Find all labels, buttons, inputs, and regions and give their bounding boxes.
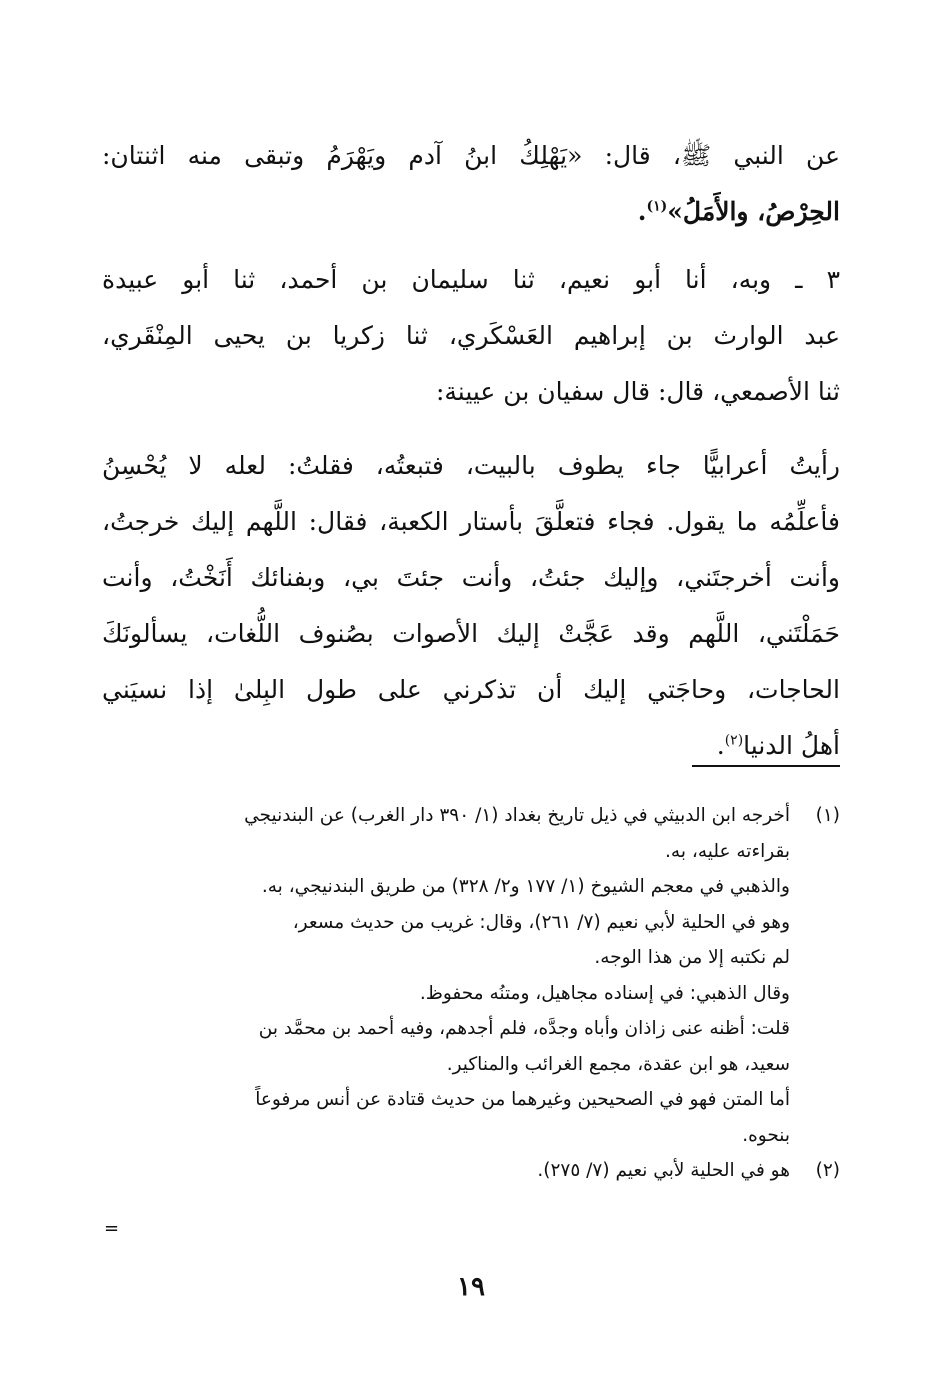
paragraph-isnad [102,252,840,420]
footnote-ref-2[interactable]: (٢) [724,732,744,749]
footnote-continuation-mark: = [104,1218,120,1239]
footnote-2-line-1: هو في الحلية لأبي نعيم (٧/ ٢٧٥). [537,1160,790,1181]
page-number: ١٩ [457,1272,485,1302]
isnad-line-2: عبد الوارث بن إبراهيم العَسْكَري، ثنا زكريا بن يحيى المِنْقَري، [102,321,840,350]
footnotes-block [102,798,840,1189]
paragraph-story [102,438,840,774]
hadith-line-1: عن النبي ﷺ، قال: «يَهْلِكُ ابنُ آدم ويَهْرَمُ وتبقى منه اثنتان: [102,141,840,170]
footnote-1-line-6: وقال الذهبي: في إسناده مجاهيل، ومتنُه محفوظ. [419,982,790,1004]
footnote-1-line-7: قلت: أظنه عنى زاذان وأباه وجدَّه، فلم أجدهم، وفيه أحمد بن محمَّد بن [258,1018,790,1039]
story-line-1: رأيتُ أعرابيًّا جاء يطوف بالبيت، فتبعتُه، فقلتُ: لعله لا يُحْسِنُ [102,451,840,480]
footnote-separator [692,765,840,767]
footnote-1-line-8: سعيد، هو ابن عقدة، مجمع الغرائب والمناكير. [446,1053,790,1075]
hadith-line-2-end: . [637,197,647,226]
story-line-5: الحاجات، وحاجَتي إليك أن تذكرني على طول البِلىٰ إذا نسيَني [102,675,840,704]
story-line-6-end: . [716,731,725,760]
footnote-1-line-2: بقراءته عليه، به. [665,840,790,862]
footnote-ref-1[interactable]: (١) [646,198,668,215]
footnote-1-line-1: أخرجه ابن الدبيثي في ذيل تاريخ بغداد (١/ ٣٩٠ دار الغرب) عن البندنيجي [244,805,790,826]
footnote-1-number: (١) [815,805,840,826]
footnote-2-number: (٢) [815,1160,840,1181]
footnote-1-line-4: وهو في الحلية لأبي نعيم (٧/ ٢٦١)، وقال: غريب من حديث مسعر، [292,911,790,933]
hadith-line-2: الحِرْصُ، والأَمَلُ» [667,197,840,226]
story-line-3: وأنت أخرجتَني، وإليك جئتُ، وأنت جئتَ بي، وبفنائك أَنَخْتُ، وأنت [102,563,840,592]
isnad-line-1: ٣ ـ وبه، أنا أبو نعيم، ثنا سليمان بن أحمد، ثنا أبو عبيدة [102,265,840,294]
footnote-1-line-9: أما المتن فهو في الصحيحين وغيرهما من حديث قتادة عن أنس مرفوعاً [255,1089,790,1110]
isnad-line-3: ثنا الأصمعي، قال: قال سفيان بن عيينة: [435,377,840,406]
footnote-1-line-3: والذهبي في معجم الشيوخ (١/ ١٧٧ و٢/ ٣٢٨) من طريق البندنيجي، به. [261,876,790,897]
footnote-1-line-5: لم نكتبه إلا من هذا الوجه. [594,947,790,968]
story-line-4: حَمَلْتَني، اللَّهم وقد عَجَّتْ إليك الأصوات بصُنوف اللُّغات، يسألونَكَ [102,619,840,648]
main-text-block [102,128,840,774]
story-line-6: أهلُ الدنيا [743,731,840,760]
story-line-2: فأعلِّمُه ما يقول. فجاء فتعلَّقَ بأستار الكعبة، فقال: اللَّهم إليك خرجتُ، [102,507,840,536]
footnote-1-line-10: بنحوه. [742,1124,790,1146]
paragraph-hadith [102,128,840,240]
